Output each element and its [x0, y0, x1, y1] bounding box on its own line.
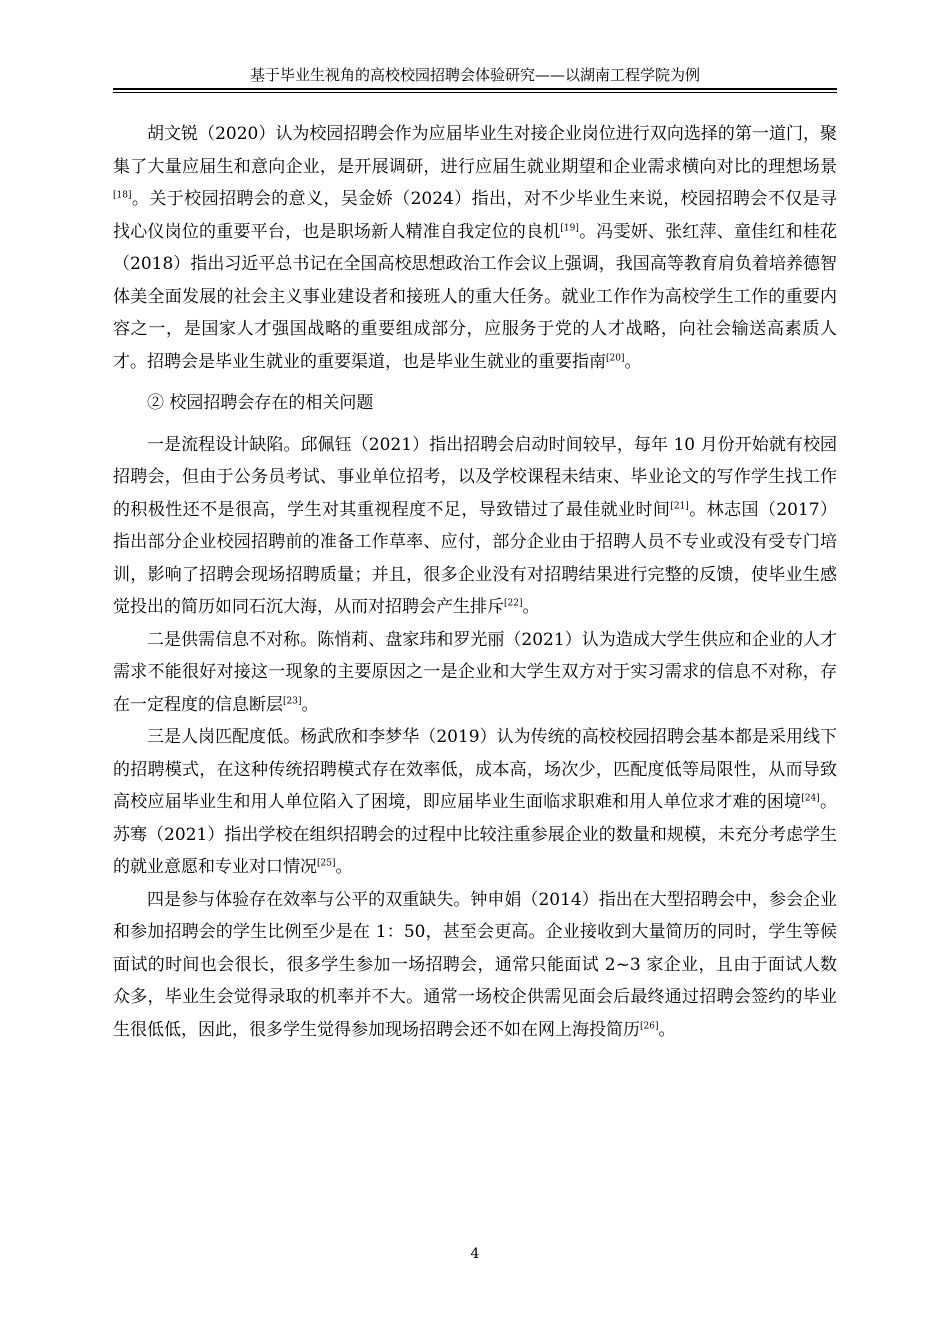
citation-20: [20]: [606, 352, 625, 363]
running-header: 基于毕业生视角的高校校园招聘会体验研究——以湖南工程学院为例: [249, 66, 700, 84]
page-number: 4: [470, 1246, 480, 1262]
citation-26: [26]: [640, 1020, 659, 1031]
body-text: [113, 118, 837, 1046]
citation-18: [18]: [113, 190, 132, 201]
citation-21: [21]: [670, 500, 689, 511]
citation-23: [23]: [283, 695, 302, 706]
header-rule-thick: [113, 88, 837, 90]
paragraph-efficiency-fairness: 四是参与体验存在效率与公平的双重缺失。钟申娟（2014）指出在大型招聘会中，参会企业和参加招聘会的学生比例至少是在 1：50，甚至会更高。企业接收到大量简历的同时，学生等候面试的时间也会很长，很多学生参加一场招聘会，通常只能面试 2~3 家企业，且由于面试人数众多，毕业生会觉得录取的机率并不大。通常一场校企供需见面会后最终通过招聘会签约的毕业生很低低，因此，很多学生觉得参加现场招聘会还不如在网上海投简历[26]。: [113, 889, 837, 1040]
citation-22: [22]: [504, 598, 523, 609]
citation-25: [25]: [317, 858, 336, 869]
header-rule-thin: [113, 92, 837, 93]
paragraph-process-defects: 一是流程设计缺陷。邱佩钰（2021）指出招聘会启动时间较早，每年 10 月份开始就有校园招聘会，但由于公务员考试、事业单位招考，以及学校课程未结束、毕业论文的写作学生找工作的积极性还不是很高，学生对其重视程度不足，导致错过了最佳就业时间[21]。林志国（2017）指出部分企业校园招聘前的准备工作草率、应付，部分企业由于招聘人员不专业或没有受专门培训，影响了招聘会现场招聘质量；并且，很多企业没有对招聘结果进行完整的反馈，使毕业生感觉投出的简历如同石沉大海，从而对招聘会产生排斥[22]。: [113, 434, 838, 617]
citation-19: [19]: [560, 222, 579, 233]
paragraph-low-job-matching: 三是人岗匹配度低。杨武欣和李梦华（2019）认为传统的高校校园招聘会基本都是采用线下的招聘模式，在这种传统招聘模式存在效率低，成本高，场次少，匹配度低等局限性，从而导致高校应届毕业生和用人单位陷入了困境，即应届毕业生面临求职难和用人单位求才难的困境[24]。苏骞（2021）指出学校在组织招聘会的过程中比较注重参展企业的数量和规模，未充分考虑学生的就业意愿和专业对口情况[25]。: [113, 727, 838, 877]
paragraph-literature-significance: 胡文锐（2020）认为校园招聘会作为应届毕业生对接企业岗位进行双向选择的第一道门，聚集了大量应届生和意向企业，是开展调研，进行应届生就业期望和企业需求横向对比的理想场景[18]。关于校园招聘会的意义，吴金娇（2024）指出，对不少毕业生来说，校园招聘会不仅是寻找心仪岗位的重要平台，也是职场新人精准自我定位的良机[19]。冯雯妍、张红萍、童佳红和桂花（2018）指出习近平总书记在全国高校思想政治工作会议上强调，我国高等教育肩负着培养德智体美全面发展的社会主义事业建设者和接班人的重大任务。就业工作作为高校学生工作的重要内容之一，是国家人才强国战略的重要组成部分，应服务于党的人才战略，向社会输送高素质人才。招聘会是毕业生就业的重要渠道，也是毕业生就业的重要指南[20]。: [113, 124, 838, 372]
section-heading: ② 校园招聘会存在的相关问题: [147, 393, 374, 413]
paragraph-information-asymmetry: 二是供需信息不对称。陈悄莉、盘家玮和罗光丽（2021）认为造成大学生供应和企业的人才需求不能很好对接这一现象的主要原因之一是企业和大学生双方对于实习需求的信息不对称，存在一定程度的信息断层[23]。: [113, 629, 837, 715]
citation-24: [24]: [801, 793, 820, 804]
